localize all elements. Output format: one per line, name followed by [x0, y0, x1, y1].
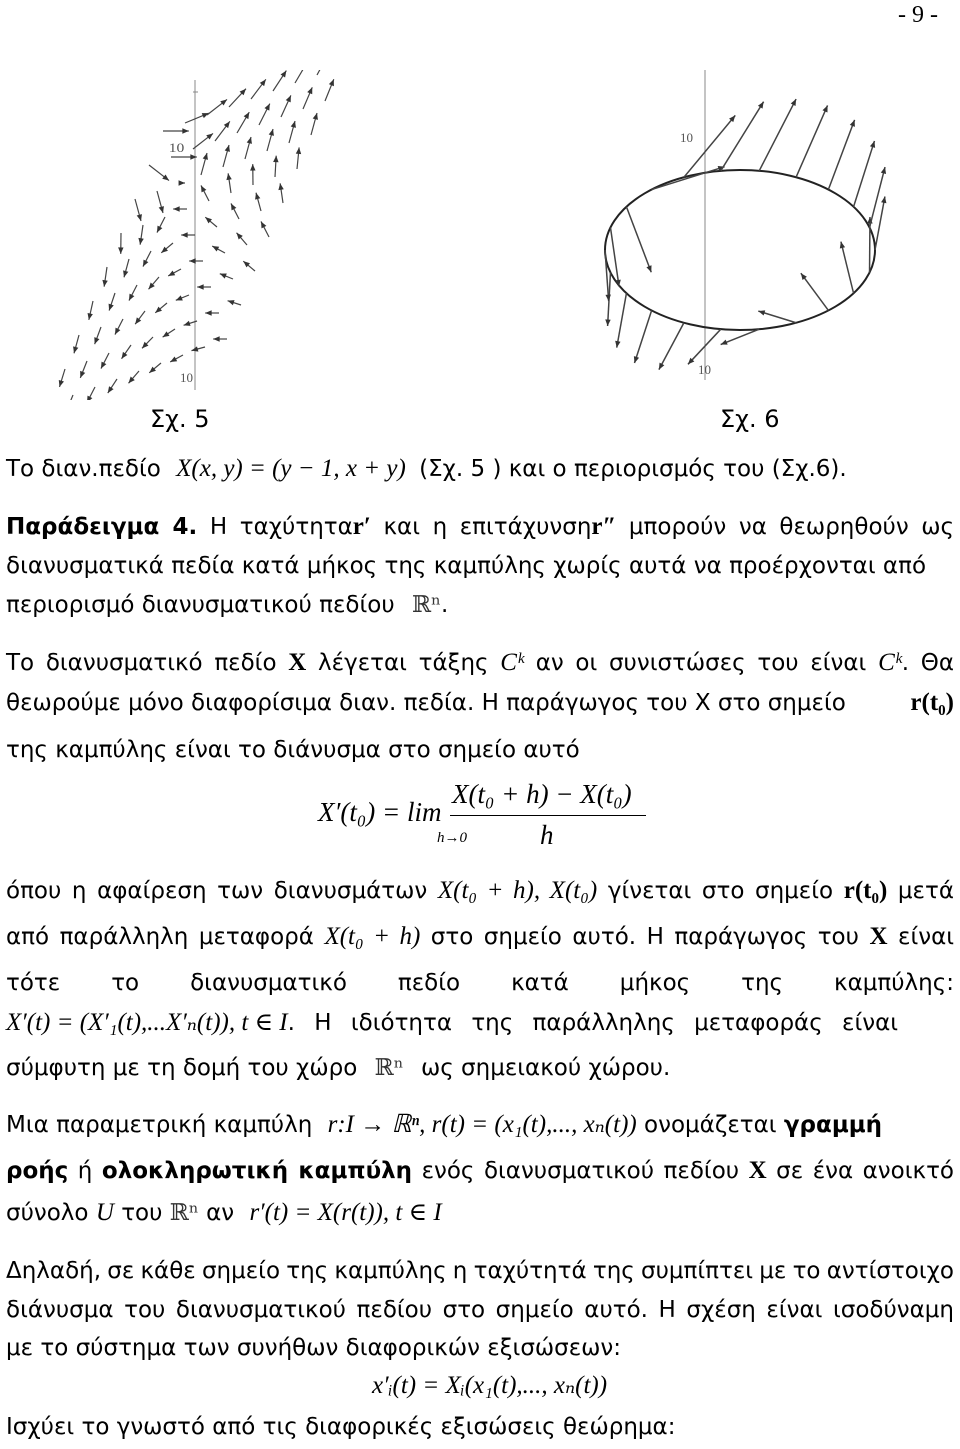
figure-6	[540, 60, 960, 390]
page-number: - 9 -	[898, 2, 938, 28]
example-line-3: περιορισμό διανυσματικού πεδίου ℝⁿ.	[6, 592, 449, 618]
arrow-head	[108, 386, 114, 393]
example-line-2: διανυσματικά πεδία κατά μήκος της καμπύλης χωρίς αυτά να προέρχονται από	[6, 553, 927, 579]
vector-arrow	[688, 329, 721, 364]
arrow-head	[273, 156, 278, 163]
vector-arrow	[759, 99, 796, 171]
paragraph-line-14: με το σύστημα των συνήθων διαφορικών εξισώσεων:	[6, 1335, 622, 1361]
arrow-head	[615, 341, 620, 348]
vector-arrow	[295, 70, 307, 83]
example-line-1: Παράδειγμα 4. Η ταχύτηταr′ και η επιτάχυνσηr″ μπορούν να θεωρηθούν ως	[6, 513, 955, 540]
field-definition-line: Το διαν.πεδίο X(x, y) = (y − 1, x + y) (Σχ. 5 ) και ο περιορισμός του (Σχ.6).	[6, 455, 847, 482]
vector-arrow	[610, 227, 619, 286]
vector-arrow	[828, 120, 854, 190]
arrow-head	[189, 258, 195, 263]
vector-arrow	[617, 293, 627, 347]
arrow-head	[109, 304, 114, 311]
arrow-head	[176, 295, 183, 300]
y-tick-label-top: 10	[680, 130, 693, 145]
arrow-head	[213, 336, 219, 341]
equation-numerator: X(t₀ + h) − X(t₀)	[452, 779, 632, 809]
paragraph-line-5: από παράλληλη μεταφορά X(t₀ + h) στο σημείο αυτό. Η παράγωγος του X είναι	[6, 923, 955, 950]
paragraph-line-15: Ισχύει το γνωστό από τις διαφορικές εξισώσεις θεώρημα:	[6, 1414, 676, 1440]
arrow-head	[184, 321, 191, 326]
arrow-head	[646, 265, 651, 272]
vector-arrow	[841, 242, 854, 294]
fraction-bar	[450, 815, 646, 816]
vector-arrow	[870, 167, 885, 227]
arrow-head	[135, 317, 141, 324]
vector-arrow	[796, 105, 827, 177]
arrow-head	[181, 232, 187, 237]
equation-lhs: X′(t₀) = lim	[318, 797, 442, 827]
field-formula: X(x, y) = (y − 1, x + y)	[176, 455, 406, 482]
vector-arrow	[626, 207, 651, 273]
arrow-head	[80, 371, 85, 378]
vector-arrow	[684, 115, 735, 177]
vector-arrow	[605, 250, 609, 301]
arrow-head	[190, 154, 196, 159]
vector-arrow	[659, 323, 684, 370]
arrow-head	[163, 331, 170, 337]
arrow-head	[850, 120, 855, 127]
paragraph-line-4: όπου η αφαίρεση των διανυσμάτων X(t₀ + h), X(t₀) γίνεται στο σημείο r(t₀) μετά	[6, 877, 954, 904]
arrow-head	[870, 141, 875, 148]
arrow-head	[881, 196, 886, 203]
restricted-field-plot	[540, 60, 960, 390]
paragraph-line-9: Μια παραμετρική καμπύλη r:I → ℝⁿ, r(t) = (x₁(t),..., xₙ(t)) ονομάζεται γραμμή	[6, 1111, 883, 1138]
paragraph-line-10: ροής ή ολοκληρωτική καμπύλη ενός διανυσματικού πεδίου X σε ένα ανοικτό	[6, 1157, 954, 1184]
paragraph-line-2: θεωρούμε μόνο διαφορίσιμα διαν. πεδία. Η παράγωγος του X στο σημείο r(t₀)	[6, 689, 954, 716]
paragraph-line-13: διάνυσμα του διανυσματικού πεδίου στο σημείο αυτό. Η σχέση είναι ισοδύναμη	[6, 1297, 954, 1323]
vector-arrow	[854, 141, 875, 207]
arrow-head	[220, 274, 227, 279]
paragraph-line-11: σύνολο U του ℝⁿ αν r′(t) = X(r(t)), t ∈ I	[6, 1199, 442, 1226]
paragraph-line-6: τότε το διανυσματικό πεδίο κατά μήκος της καμπύλης:	[6, 970, 954, 996]
arrow-head	[226, 173, 231, 180]
vector-arrow	[66, 395, 73, 400]
arrow-head	[758, 310, 765, 315]
y-tick-label-bottom: 10	[180, 370, 193, 385]
arrow-head	[329, 79, 334, 86]
figure-5	[30, 70, 370, 400]
arrow-head	[197, 284, 203, 289]
paragraph-line-7: X′(t) = (X′₁(t),...X′ₙ(t)), t ∈ I. Η ιδιότητα της παράλληλης μεταφοράς είναι	[6, 1009, 899, 1036]
arrow-head	[250, 164, 255, 170]
arrow-head	[122, 352, 128, 359]
vector-arrow	[652, 167, 725, 190]
limit-subscript: h→0	[437, 830, 467, 846]
paragraph-line-12: Δηλαδή, σε κάθε σημείο της καμπύλης η ταχύτητά της συμπίπτει με το αντίστοιχο	[6, 1258, 954, 1284]
equation-denominator: h	[540, 820, 554, 850]
arrow-head	[721, 340, 728, 345]
paragraph-line-8: σύμφυτη με τη δομή του χώρο ℝⁿ ως σημειακού χώρου.	[6, 1055, 671, 1081]
ode-system-equation: x′ᵢ(t) = Xᵢ(x₁(t),..., xₙ(t))	[372, 1372, 608, 1399]
arrow-head	[118, 247, 123, 253]
arrow-head	[278, 183, 283, 190]
arrow-head	[102, 280, 107, 287]
y-tick-label-bottom: 10	[698, 362, 711, 377]
arrow-head	[138, 238, 143, 245]
y-tick-label-top: 10	[168, 140, 185, 155]
paragraph-line-1: Το διανυσματικό πεδίο X λέγεται τάξης Cᵏ αν οι συνιστώσες του είναι Cᵏ. Θα	[6, 649, 955, 676]
arrow-head	[228, 300, 235, 305]
vector-arrow	[875, 196, 885, 250]
arrow-head	[224, 121, 230, 128]
arrow-head	[605, 319, 610, 326]
arrow-head	[205, 310, 211, 315]
arrow-head	[605, 294, 610, 301]
arrow-head	[634, 356, 639, 363]
arrow-head	[88, 313, 93, 320]
paragraph-line-3: της καμπύλης είναι το διάνυσμα στο σημείο αυτό	[6, 737, 580, 763]
arrow-head	[182, 128, 188, 133]
vector-arrow	[317, 70, 328, 75]
arrow-head	[260, 79, 266, 86]
arrow-head	[281, 71, 287, 78]
arrow-head	[94, 337, 99, 344]
arrow-head	[179, 180, 185, 185]
vector-arrow	[801, 273, 829, 310]
arrow-head	[173, 206, 179, 211]
example-title: Παράδειγμα 4.	[6, 514, 198, 540]
vector-arrow	[634, 310, 651, 363]
figure-6-caption: Σχ. 6	[720, 405, 780, 433]
vector-field-plot	[30, 70, 370, 400]
vector-arrow	[721, 102, 764, 171]
arrow-head	[59, 380, 64, 387]
figure-5-caption: Σχ. 5	[150, 405, 210, 433]
curve-ellipse	[605, 170, 875, 330]
